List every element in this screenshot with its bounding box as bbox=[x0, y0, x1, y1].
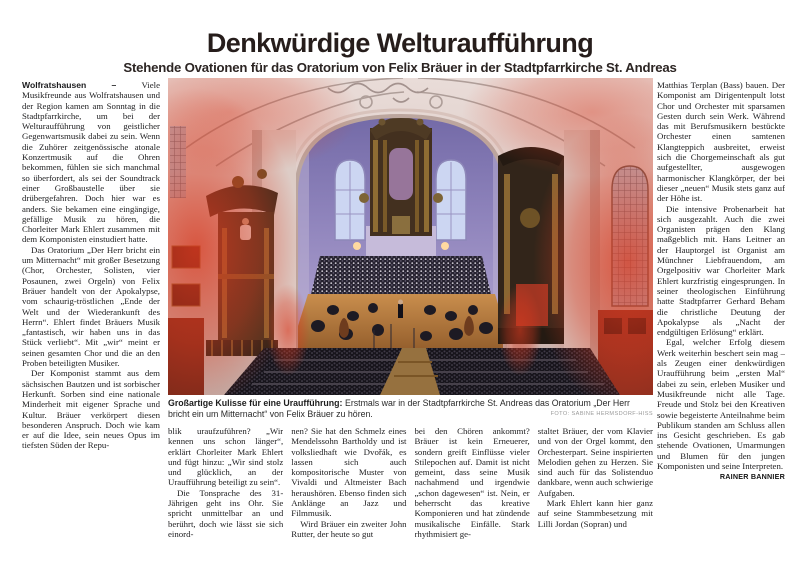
center-block bbox=[168, 78, 653, 560]
church-concert-photo bbox=[168, 78, 653, 395]
article-figure bbox=[168, 78, 653, 420]
page-title: Denkwürdige Welturaufführung bbox=[206, 28, 594, 58]
text-column-3 bbox=[291, 426, 406, 560]
photo-caption bbox=[168, 398, 653, 420]
text-column-6 bbox=[657, 80, 785, 546]
article-paragraph: Wird Bräuer ein zweiter John Rutter, der heute so gut bbox=[291, 518, 407, 539]
text-column-2 bbox=[168, 426, 283, 560]
paragraph-lead-in: Wolfratshausen – bbox=[22, 80, 142, 90]
headline-block bbox=[0, 29, 800, 75]
caption-lead: Großartige Kulisse für eine Uraufführung: bbox=[168, 398, 343, 408]
article-paragraph: staltet Bräuer, der vom Klavier und von der Orgel kommt, den Orchesterpart. Seine inspirierten Melodien gehen zu Herzen. Sie sind auch für das Solistenduo dankbare, wenn auch schwierige Aufgaben. bbox=[537, 426, 653, 498]
caption-text: Erstmals war in der Stadtpfarrkirche St. Andreas das Oratorium „Der Herr bricht ein um Mitternacht“ von Felix Bräuer zu hören. bbox=[168, 398, 630, 419]
photo-credit: FOTO: SABINE HERMSDORF-HISS bbox=[550, 411, 653, 417]
high-altar bbox=[359, 106, 443, 256]
text-column-1 bbox=[22, 80, 160, 546]
article-paragraph: Matthias Terplan (Bass) bauen. Der Komponist am Dirigentenpult lotst Chor und Orchester mit sparsamen Gesten durch sein Werk. Während das mit Berufsmusikern bestückte Orchester einen samtenen Klangteppich ausbreitet, erweist sich die Chorgemeinschaft als gut aufgestellter, ausgewogen harmonischer Klangkörper, der bei dieser „neuen“ Musik stets ganz auf der Höhe ist. bbox=[657, 80, 785, 204]
article-paragraph: Das Oratorium „Der Herr bricht ein um Mitternacht“ mit großer Besetzung (Chor, Orchester, Solisten, vier Posaunen, zwei Orgeln) von Felix Bräuer handelt von der Apokalypse, vom schaurig-tröstlichen „Ende der Welt und der Wiederankunft des Herrn“. Ehlert findet Bräuers Musik „fantastisch, wir haben uns in das Stück verliebt“. Mit „wir“ meint er seinen gesamten Chor und die an den Proben beteiligten Musiker. bbox=[22, 244, 160, 369]
article-paragraph: Egal, welcher Erfolg diesem Werk weiterhin beschert sein mag – als Zeugen einer denkwürdigen Uraufführung beim „ersten Mal“ dabei zu sein, erleben Musiker und Musikfreunde nicht alle Tage. Freude und Stolz bei den Kreativen sowie begeisterte Anteilnahme beim Publikum standen am Schluss allen ins Gesicht geschrieben. Es gab stehende Ovationen, Umarmungen und Blumen für den jungen Komponisten und seine Interpreten. RAINER BANNIER bbox=[657, 337, 785, 482]
author-byline: RAINER BANNIER bbox=[719, 472, 785, 482]
article-paragraph: blik uraufzuführen? „Wir kennen uns schon länger“, erklärt Chorleiter Mark Ehlert und fügt hinzu: „Wir sind stolz und glücklich, an der Uraufführung beteiligt zu sein“. bbox=[168, 426, 284, 488]
article-paragraph: Die intensive Probenarbeit hat sich ausgezahlt. Auch die zwei Organisten prägen den Klang maßgeblich mit. Hans Leitner an der Hauptorgel ist Organist am Münchner Liebfrauendom, am Orgelpositiv war Chorleiter Mark Ehlert kurzfristig eingesprungen. In seiner theologischen Einführung hatte Stadtpfarrer Gerhard Beham die christliche Deutung der Apokalypse als „Nacht der endgültigen Erlösung“ erklärt. bbox=[657, 203, 785, 338]
article-paragraph: Wolfratshausen – Viele Musikfreunde aus Wolfratshausen und der Region kamen am Sonntag in die Stadtpfarrkirche, um bei der Welturaufführung von geistlicher Gegenwartsmusik dabei zu sein. Wenn die Zuhörer zeitgenössische atonale Konzertmusik auf die Ohren bekommen, fühlen sie sich manchmal so überfordert, als sei der Soundtrack einer Großbaustelle über sie drübergefahren. Doch hier war es anders. Sie bekamen eine eingängige, gefällige Musik zu hören, die Chorleiter Mark Ehlert zusammen mit dem Komponisten einstudiert hatte. bbox=[22, 80, 160, 245]
article-paragraph: Der Komponist stammt aus dem sächsischen Bautzen und ist sorbischer Herkunft. Sorben sind eine nationale Minderheit mit eigener Sprache und Kultur. Bräuer verkörpert diesen besonderen Anspruch. Doch wie kam er auf die Idee, sein neues Opus im tiefsten Süden der Repu- bbox=[22, 368, 160, 451]
article-paragraph: nen? Sie hat den Schmelz eines Mendelssohn Bartholdy und ist volksliedhaft wie Dvořák, es lassen sich auch kompositorische Muster von Vivaldi und Altmeister Bach heraushören. Ebenso finden sich Anklänge an Jazz und Filmmusik. bbox=[291, 426, 407, 519]
bottom-columns bbox=[168, 426, 653, 560]
conductor bbox=[398, 304, 403, 318]
article-paragraph: Die Tonsprache des 31-Jährigen geht ins Ohr. Sie spricht unmittelbar an und berührt, doch wie lässt sie sich einord- bbox=[168, 487, 284, 539]
article-paragraph: bei den Chören ankommt? Bräuer ist kein Erneuerer, sondern greift Einflüsse vieler Stilepochen auf. Damit ist nicht gemeint, dass seine Musik nachahmend und irgendwie „schon dagewesen“ ist. Nein, er beherrscht das kreative Komponieren und hat zündende musikalische Einfälle. Stark rhythmisiert ge- bbox=[414, 426, 530, 539]
choir bbox=[311, 256, 491, 294]
article-paragraph: Mark Ehlert kann hier ganz auf seine Stammbesetzung mit Lilli Jordan (Sopran) und bbox=[537, 498, 653, 529]
text-column-5 bbox=[538, 426, 653, 560]
article-subtitle: Stehende Ovationen für das Oratorium von Felix Bräuer in der Stadtpfarrkirche St. Andreas bbox=[123, 60, 677, 75]
text-column-4 bbox=[415, 426, 530, 560]
